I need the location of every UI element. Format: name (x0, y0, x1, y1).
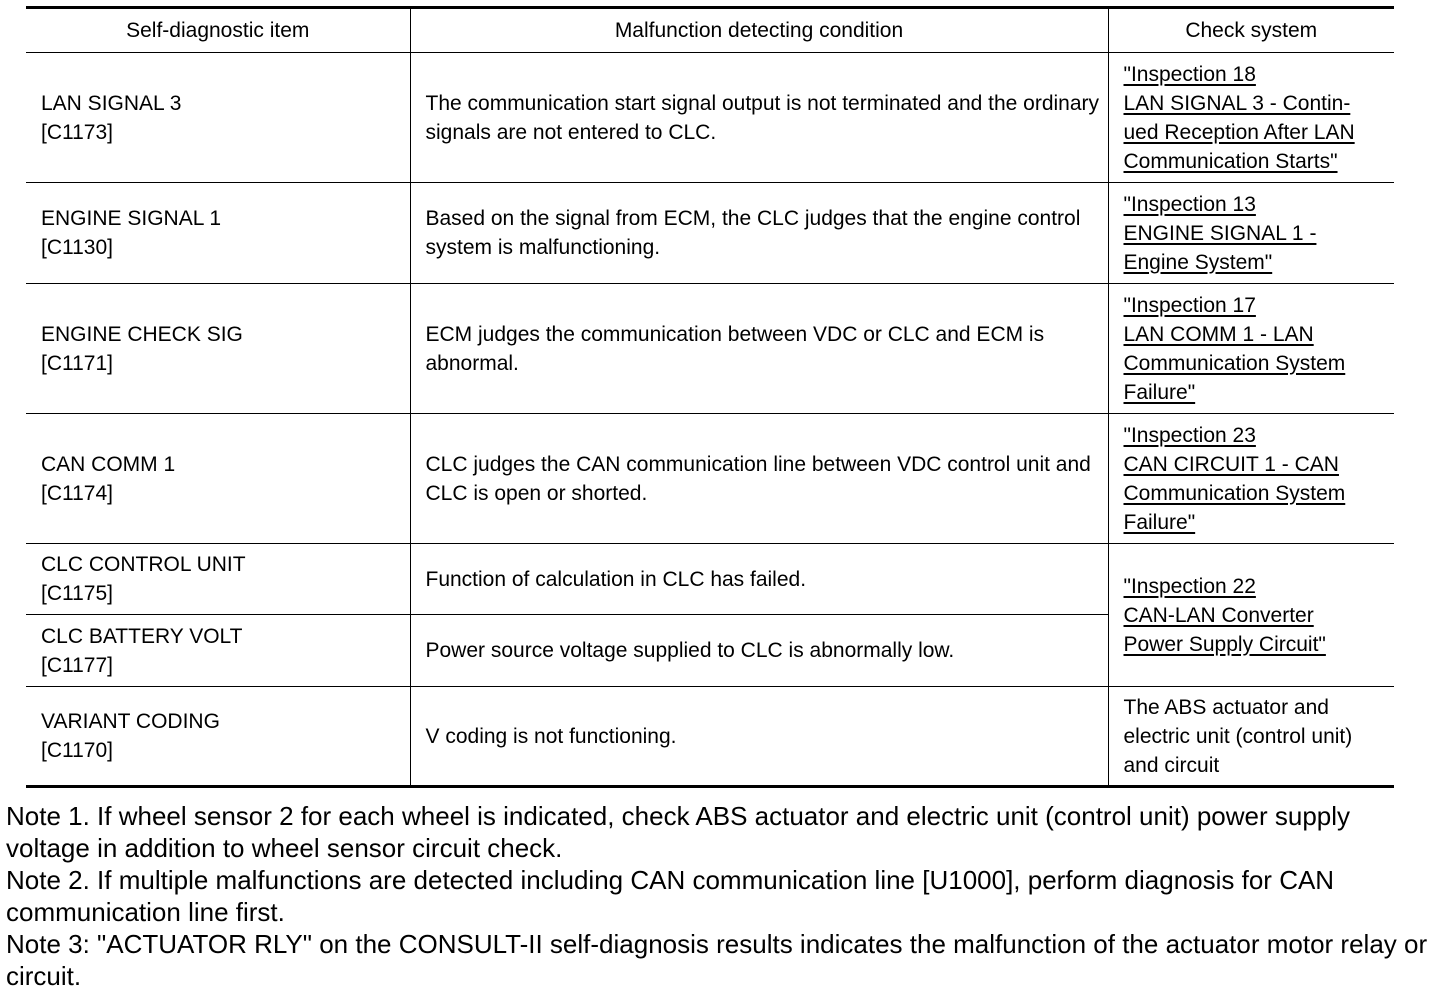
item-code: [C1170] (41, 739, 113, 762)
item-code: [C1174] (41, 481, 113, 505)
table-row (26, 183, 1394, 284)
header-self-diagnostic-item: Self-diagnostic item (26, 8, 410, 53)
check-text: The ABS actuator and electric unit (control unit) and circuit (1123, 695, 1353, 777)
table-header-row (26, 8, 1394, 53)
check-cell (1108, 414, 1394, 544)
check-link[interactable]: "Inspection 13 ENGINE SIGNAL 1 - Engine System" (1123, 192, 1317, 274)
check-cell (1108, 53, 1394, 183)
item-cell (26, 53, 410, 183)
check-link[interactable]: "Inspection 22 CAN-LAN Converter Power Supply Circuit" (1123, 574, 1326, 656)
table-row (26, 687, 1394, 787)
check-link[interactable]: "Inspection 18 LAN SIGNAL 3 - Contin- ued Reception After LAN Communication Starts" (1123, 62, 1355, 173)
check-cell (1108, 183, 1394, 284)
self-diagnostic-table (26, 6, 1394, 788)
item-name: ENGINE CHECK SIG (41, 322, 243, 346)
item-cell (26, 615, 410, 687)
notes-section (6, 800, 1431, 992)
check-cell (1108, 284, 1394, 414)
header-check-system: Check system (1108, 8, 1394, 53)
condition-cell: ECM judges the communication between VDC or CLC and ECM is abnormal. (410, 284, 1108, 414)
item-cell (26, 687, 410, 787)
table-row (26, 544, 1394, 615)
item-name: CLC CONTROL UNIT (41, 553, 246, 576)
item-name: LAN SIGNAL 3 (41, 91, 182, 115)
check-cell (1108, 544, 1394, 687)
table-row (26, 53, 1394, 183)
item-code: [C1171] (41, 351, 113, 375)
note-2: Note 2. If multiple malfunctions are detected including CAN communication line [U1000], perform diagnosis for CAN communication line first. (6, 865, 1335, 927)
item-name: CLC BATTERY VOLT (41, 624, 243, 648)
condition-cell: CLC judges the CAN communication line between VDC control unit and CLC is open or shorted. (410, 414, 1108, 544)
condition-cell: Function of calculation in CLC has failed. (410, 544, 1108, 615)
item-cell (26, 414, 410, 544)
table-row (26, 284, 1394, 414)
table-row (26, 414, 1394, 544)
item-cell (26, 183, 410, 284)
item-code: [C1175] (41, 582, 113, 605)
item-name: ENGINE SIGNAL 1 (41, 207, 222, 230)
check-link[interactable]: "Inspection 23 CAN CIRCUIT 1 - CAN Communication System Failure" (1123, 423, 1346, 534)
check-cell (1108, 687, 1394, 787)
condition-cell: Power source voltage supplied to CLC is abnormally low. (410, 615, 1108, 687)
note-3: Note 3: "ACTUATOR RLY" on the CONSULT-II self-diagnosis results indicates the malfunction of the actuator motor relay or circuit. (6, 929, 1428, 991)
item-name: CAN COMM 1 (41, 452, 176, 476)
header-malfunction-condition: Malfunction detecting condition (410, 8, 1108, 53)
condition-cell: Based on the signal from ECM, the CLC judges that the engine control system is malfunctioning. (410, 183, 1108, 284)
condition-cell: V coding is not functioning. (410, 687, 1108, 787)
item-name: VARIANT CODING (41, 710, 220, 733)
item-code: [C1130] (41, 236, 113, 259)
check-link[interactable]: "Inspection 17 LAN COMM 1 - LAN Communication System Failure" (1123, 293, 1346, 404)
note-1: Note 1. If wheel sensor 2 for each wheel is indicated, check ABS actuator and electric unit (control unit) power supply voltage in addition to wheel sensor circuit check. (6, 801, 1351, 863)
item-cell (26, 544, 410, 615)
item-code: [C1173] (41, 120, 113, 144)
condition-cell: The communication start signal output is not terminated and the ordinary signals are not entered to CLC. (410, 53, 1108, 183)
item-code: [C1177] (41, 653, 113, 677)
item-cell (26, 284, 410, 414)
